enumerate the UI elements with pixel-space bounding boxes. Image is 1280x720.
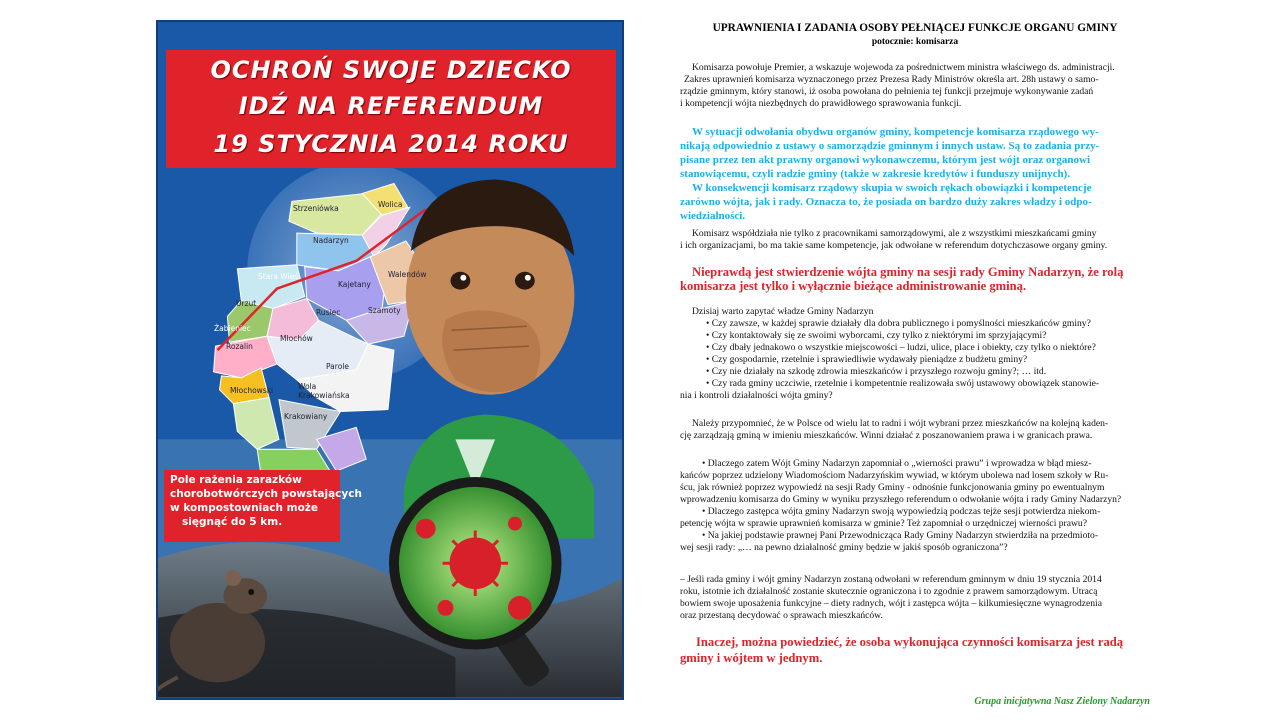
p1-line: i kompetencji wójta niezbędnych do prawidłowego sprawowania funkcji. bbox=[680, 98, 962, 109]
p7-line: • Dlaczego zastępca wójta gminy Nadarzyn swoją wypowiedzią podczas tejże sesji potwierdza niekom- bbox=[702, 506, 1101, 517]
p7-line: • Dlaczego zatem Wójt Gminy Nadarzyn zapomniał o „wierności prawu” i wprowadza w błąd miesz- bbox=[702, 458, 1092, 469]
p3-line: i ich organizacjami, bo ma takie same kompetencje, jak odwołane w referendum dotychczasowe organy gminy. bbox=[680, 240, 1108, 251]
map-label-wola-krakowianska: Wola Krakowiańska bbox=[298, 382, 350, 400]
p7-line: wprowadzeniu komisarza do Gminy w wyniku przyszłego referendum o odwołanie wójta i rady Gminy Nadarzyn? bbox=[680, 494, 1122, 505]
p5-bullet: • Czy kontaktowały się ze swoimi wyborcami, czy tylko z niektórymi im sprzyjającymi? bbox=[706, 330, 1047, 341]
p7-line: ścu, jak również poprzez wypowiedź na sesji Rady Gminy - odnośnie funkcjonowania gminy po ewentualnym bbox=[680, 482, 1105, 493]
p8-line: – Jeśli rada gminy i wójt gminy Nadarzyn zostaną odwołani w referendum gminnym w dniu 19 stycznia 2014 bbox=[680, 574, 1102, 585]
p3-line: Komisarz współdziała nie tylko z pracownikami samorządowymi, ale z wszystkimi mieszkańcami gminy bbox=[692, 228, 1097, 239]
warning-line-2: chorobotwórczych powstających bbox=[170, 488, 362, 500]
p2-line: stanowiącemu, czyli radzie gminy (także w zakresie kredytów i funduszy unijnych). bbox=[680, 168, 1071, 180]
article-subtitle: potocznie: komisarza bbox=[871, 37, 959, 47]
p7-line: kańców poprzez udzielony Wiadomościom Nadarzyńskim wywiad, w którym ubolewa nad losem szkoły w Ru- bbox=[680, 470, 1109, 481]
map-label-kajetany: Kajetany bbox=[338, 280, 371, 289]
p5-intro: Dzisiaj warto zapytać władze Gminy Nadarzyn bbox=[692, 306, 874, 317]
warning-line-3: w kompostowniach może bbox=[170, 502, 319, 514]
p7-line: petencję wójta w sprawie uprawnień komisarza w gminie? Też zapomniał o urzędniczej wierności prawu? bbox=[680, 518, 1087, 529]
p7-line: • Na jakiej podstawie prawnej Pani Przewodnicząca Rady Gminy Nadarzyn stwierdziła na przedmioto- bbox=[702, 530, 1099, 541]
map-label-krakowiany: Krakowiany bbox=[284, 412, 328, 421]
warning-box bbox=[164, 470, 362, 542]
banner-line-1: OCHROŃ SWOJE DZIECKO bbox=[210, 56, 572, 84]
p5-bullet: • Czy dbały jednakowo o wszystkie miejscowości – ludzi, ulice, place i obiekty, czy tylko o niektóre? bbox=[706, 342, 1096, 353]
referendum-poster bbox=[156, 20, 624, 700]
p8-line: roku, istotnie ich działalność zostanie skutecznie ograniczona i to zgodnie z prawem samorządowym. Utracą bbox=[680, 586, 1098, 597]
article-title: UPRAWNIENIA I ZADANIA OSOBY PEŁNIĄCEJ FUNKCJE ORGANU GMINY bbox=[712, 22, 1118, 34]
warning-line-1: Pole rażenia zarazków bbox=[170, 474, 302, 486]
p2-line: zarówno wójta, jak i rady. Oznacza to, że posiada on bardzo duży zakres władzy i odpo- bbox=[680, 196, 1092, 208]
warning-line-4: sięgnąć do 5 km. bbox=[182, 516, 283, 528]
poster-banner bbox=[166, 50, 616, 168]
map-label-mlochowski: Młochowski bbox=[230, 386, 274, 395]
p1-line: rządzie gminnym, który stanowi, iż osoba powołana do pełnienia tej funkcji przejmuje wykonywanie zadań bbox=[680, 86, 1094, 97]
map-label-parole: Parole bbox=[326, 362, 349, 371]
p6-line: Należy przypomnieć, że w Polsce od wielu lat to radni i wójt wybrani przez mieszkańców na kolejną kaden- bbox=[692, 418, 1109, 429]
p8-line: oraz przestaną decydować o sprawach mieszkańców. bbox=[680, 610, 883, 621]
p5-bullet: • Czy gospodarnie, rzetelnie i sprawiedliwie wydawały pieniądze z budżetu gminy? bbox=[706, 354, 1028, 365]
p2-line: wiedzialności. bbox=[680, 210, 746, 222]
map-label-stara-wies: Stara Wieś bbox=[258, 272, 299, 281]
p6-line: cję zarządzają gminą w imieniu mieszkańców. Winni działać z poszanowaniem prawa i w granicach prawa. bbox=[680, 430, 1093, 441]
p2-line: W konsekwencji komisarz rządowy skupia w swoich rękach obowiązki i kompetencje bbox=[692, 182, 1092, 194]
p2-line: pisane przez ten akt prawny organowi wykonawczemu, którym jest wójt oraz organowi bbox=[680, 154, 1091, 166]
p4-line: komisarza jest tylko i wyłącznie bieżące administrowanie gminą. bbox=[680, 279, 1027, 293]
map-label-wolica: Wolica bbox=[378, 200, 403, 209]
map-label-mlochow: Młochów bbox=[280, 334, 313, 343]
banner-line-3: 19 STYCZNIA 2014 ROKU bbox=[213, 130, 569, 158]
map-label-urzut: Urzut bbox=[236, 299, 257, 308]
p7-line: wej sesji rady: „… na pewno działalność gminy będzie w jakiś sposób ograniczona”? bbox=[680, 542, 1008, 553]
p9-line: gminy i wójtem w jednym. bbox=[680, 651, 823, 665]
p2-line: W sytuacji odwołania obydwu organów gminy, kompetencje komisarza rządowego wy- bbox=[692, 126, 1099, 138]
p5-bullet: • Czy rada gminy uczciwie, rzetelnie i kompetentnie realizowała swój ustawowy obowiązek stanowie- bbox=[706, 378, 1100, 389]
p8-line: bowiem swoje uposażenia funkcyjne – diety radnych, wójt i zastępca wójta – kilkumiesięczne wynagrodzenia bbox=[680, 598, 1102, 609]
map-label-strzeniowka: Strzeniówka bbox=[293, 204, 339, 213]
map-label-walendow: Walendów bbox=[388, 270, 427, 279]
map-label-szamoty: Szamoty bbox=[368, 306, 401, 315]
map-label-rozalin: Rozalin bbox=[226, 342, 253, 351]
banner-line-2: IDŹ NA REFERENDUM bbox=[238, 92, 544, 120]
map-label-rusiec: Rusiec bbox=[316, 308, 341, 317]
p5-bullet: • Czy zawsze, w każdej sprawie działały dla dobra publicznego i pomyślności mieszkańców gminy? bbox=[706, 318, 1091, 329]
map-label-nadarzyn: Nadarzyn bbox=[313, 236, 349, 245]
p4-line: Nieprawdą jest stwierdzenie wójta gminy na sesji rady Gminy Nadarzyn, że rolą bbox=[692, 265, 1124, 279]
p1-line: Komisarza powołuje Premier, a wskazuje wojewoda za pośrednictwem ministra właściwego ds. administracji. bbox=[692, 62, 1115, 73]
p9-line: Inaczej, można powiedzieć, że osoba wykonująca czynności komisarza jest radą bbox=[696, 635, 1124, 649]
p5-bullet: nia i kontroli działalności wójta gminy? bbox=[680, 390, 833, 401]
p1-line: Zakres uprawnień komisarza wyznaczonego przez Prezesa Rady Ministrów określa art. 28h ustawy o samo- bbox=[684, 74, 1099, 85]
signature: Grupa inicjatywna Nasz Zielony Nadarzyn bbox=[974, 696, 1150, 707]
p2-line: nikają odpowiednio z ustawy o samorządzie gminnym i innych ustaw. Są to zadania przy- bbox=[680, 140, 1100, 152]
p5-bullet: • Czy nie działały na szkodę zdrowia mieszkańców i przyszłego rozwoju gminy?; … itd. bbox=[706, 366, 1047, 377]
map-label-zabieniec: Żabieniec bbox=[214, 324, 251, 333]
